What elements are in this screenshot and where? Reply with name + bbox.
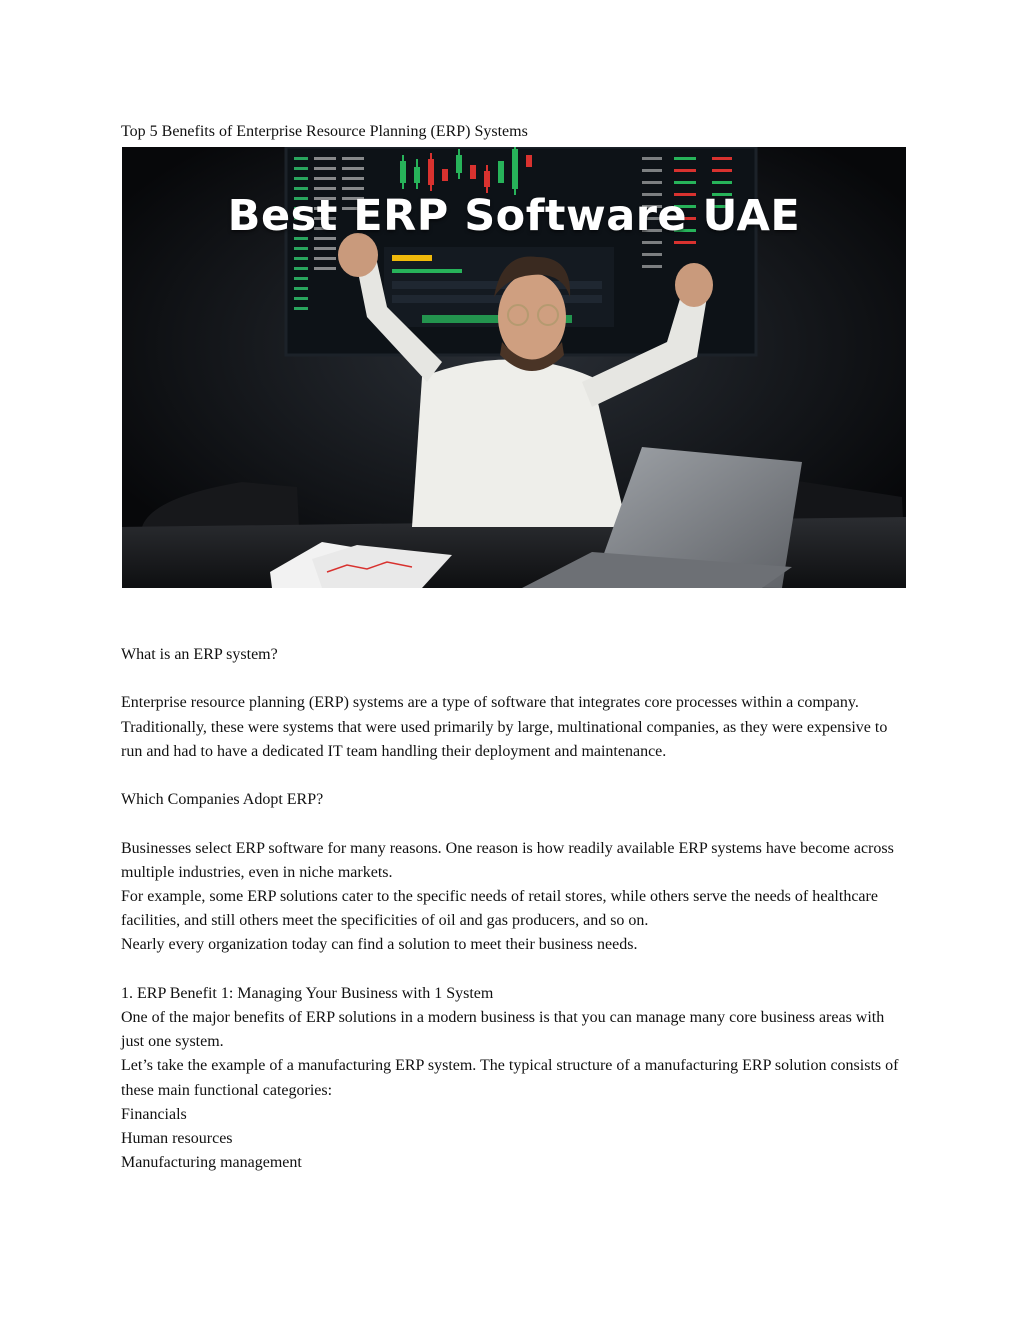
hero-overlay-text: Best ERP Software UAE xyxy=(227,191,801,241)
hero-image xyxy=(122,147,906,588)
paragraph-what: Enterprise resource planning (ERP) systems are a type of software that integrates core processes within a company. Traditionally, these were systems that were used primarily by large, multinational companies, as they were expensive to run and had to have a dedicated IT team handling their deployment and maintenance. xyxy=(121,694,888,760)
list-item: Financials xyxy=(121,1105,187,1123)
list-item: Manufacturing management xyxy=(121,1154,302,1172)
paragraph-which-2: For example, some ERP solutions cater to the specific needs of retail stores, while others serve the needs of healthcare facilities, and still others meet the specificities of oil and gas producers, and so on. xyxy=(121,887,878,930)
paragraph-which-3: Nearly every organization today can find a solution to meet their business needs. xyxy=(121,936,638,954)
paragraph-benefit-1a: One of the major benefits of ERP solutions in a modern business is that you can manage many core business areas with just one system. xyxy=(121,1008,885,1051)
section-heading-which: Which Companies Adopt ERP? xyxy=(121,791,324,809)
list-item: Human resources xyxy=(121,1130,233,1147)
paragraph-benefit-1b: Let’s take the example of a manufacturing ERP system. The typical structure of a manufacturing ERP solution consists of these main functional categories: xyxy=(121,1057,899,1099)
section-heading-what: What is an ERP system? xyxy=(121,646,278,663)
section-heading-benefit-1: 1. ERP Benefit 1: Managing Your Business with 1 System xyxy=(121,984,494,1002)
paragraph-which-1: Businesses select ERP software for many reasons. One reason is how readily available ERP systems have become across multiple industries, even in niche markets. xyxy=(121,839,894,881)
document-body xyxy=(121,643,911,1175)
document-title: Top 5 Benefits of Enterprise Resource Planning (ERP) Systems xyxy=(121,123,528,140)
